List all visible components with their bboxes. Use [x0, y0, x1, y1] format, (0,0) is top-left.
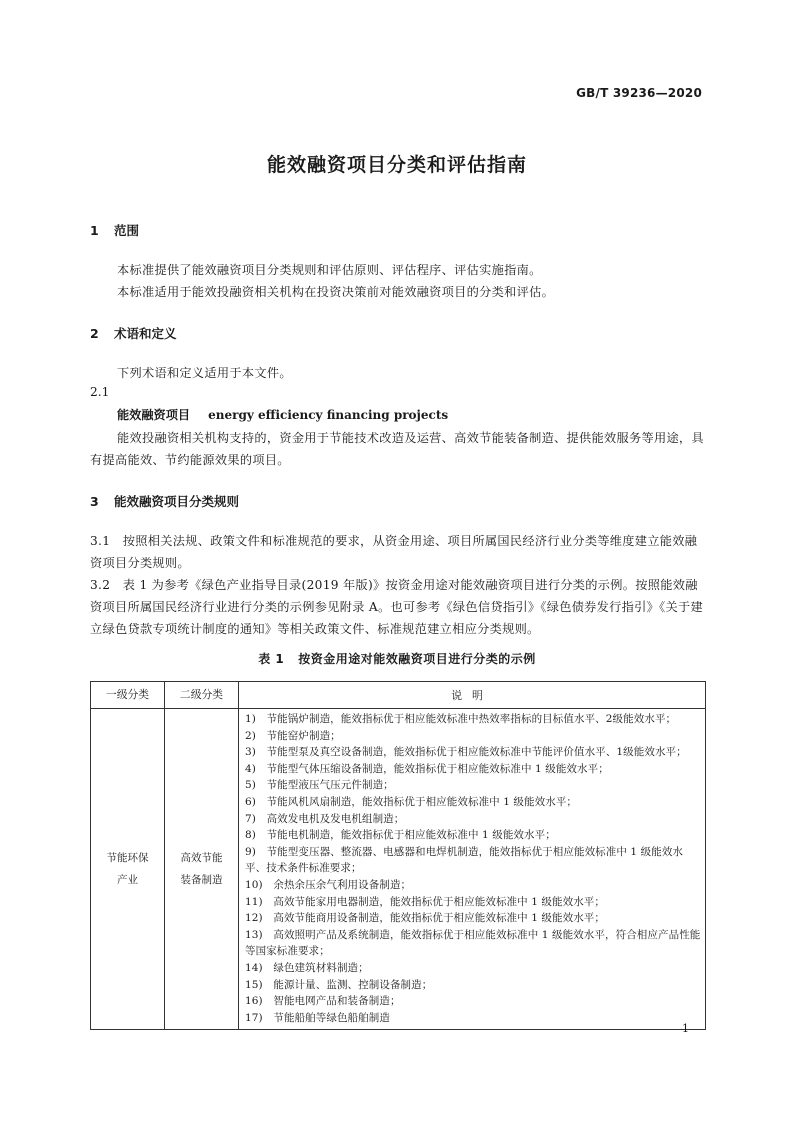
table-caption-text: 按资金用途对能效融资项目进行分类的示例	[298, 652, 536, 666]
list-item: 11) 高效节能家用电器制造，能效指标优于相应能效标准中 1 级能效水平；	[245, 895, 606, 908]
classification-table	[90, 681, 706, 1030]
list-item: 12) 高效节能商用设备制造，能效指标优于相应能效标准中 1 级能效水平；	[245, 912, 606, 925]
clause-3-1	[90, 530, 706, 574]
document-title: 能效融资项目分类和评估指南	[266, 154, 527, 176]
list-item: 17) 节能船舶等绿色船舶制造	[245, 1011, 390, 1024]
standard-number: GB/T 39236—2020	[576, 86, 702, 100]
list-item: 15) 能源计量、监测、控制设备制造；	[245, 978, 433, 991]
section-1-heading	[90, 221, 139, 239]
clause-2-1-number: 2.1	[90, 385, 110, 399]
list-item: 4) 节能型气体压缩设备制造，能效指标优于相应能效标准中 1 级能效水平；	[245, 762, 609, 775]
table-caption-label: 表 1	[258, 652, 285, 666]
section-2-heading	[90, 324, 177, 342]
list-item: 3) 节能型泵及真空设备制造，能效指标优于相应能效标准中节能评价值水平、1级能效水平；	[245, 746, 687, 759]
clause-3-1-number: 3.1	[90, 534, 111, 548]
list-item: 2) 节能窑炉制造；	[245, 729, 341, 742]
clause-3-2-number: 3.2	[90, 578, 111, 592]
list-item: 5) 节能型液压气压元件制造；	[245, 779, 394, 792]
list-item: 6) 节能风机风扇制造，能效指标优于相应能效标准中 1 级能效水平；	[245, 795, 578, 808]
section-3-title: 能效融资项目分类规则	[114, 494, 240, 509]
section-1-number: 1	[90, 223, 99, 238]
list-item: 8) 节能电机制造，能效指标优于相应能效标准中 1 级能效水平；	[245, 829, 556, 842]
section-1-paragraph-2: 本标准适用于能效投融资相关机构在投资决策前对能效融资项目的分类和评估。	[117, 285, 555, 299]
level-1-text: 节能环保产业	[106, 852, 149, 887]
table-caption	[0, 650, 794, 667]
list-item: 13) 高效照明产品及系统制造，能效指标优于相应能效标准中 1 级能效水平，符合相应产品性能等国家标准要求；	[245, 928, 701, 958]
level-2-text: 高效节能装备制造	[180, 852, 223, 887]
clause-3-2-text: 表 1 为参考《绿色产业指导目录(2019 年版)》按资金用途对能效融资项目进行分类的示例。按照能效融资项目所属国民经济行业进行分类的示例参见附录 A。也可参考《绿色信贷指引》《绿色债券发行指引》《关于建立绿色贷款专项统计制度的通知》等相关政策文件、标准规范建立相应分类规则。	[90, 578, 703, 636]
list-item: 10) 余热余压余气利用设备制造；	[245, 878, 412, 891]
section-1-title: 范围	[114, 223, 140, 238]
list-item: 7) 高效发电机及发电机组制造；	[245, 812, 405, 825]
term-entry	[117, 406, 448, 423]
list-item: 1) 节能锅炉制造，能效指标优于相应能效标准中热效率指标的目标值水平、2级能效水平；	[245, 713, 677, 725]
section-3-number: 3	[90, 494, 99, 509]
cell-description	[239, 709, 706, 1030]
page-number: 1	[682, 1022, 689, 1035]
table-header-row	[91, 682, 706, 709]
cell-level-2	[165, 709, 239, 1030]
header-description: 说明	[239, 682, 706, 709]
clause-3-2	[90, 574, 706, 640]
section-3-heading	[90, 492, 239, 510]
section-2-title: 术语和定义	[114, 326, 177, 341]
section-1-paragraph-1: 本标准提供了能效融资项目分类规则和评估原则、评估程序、评估实施指南。	[117, 263, 542, 277]
list-item: 16) 智能电网产品和装备制造；	[245, 995, 401, 1008]
section-2-number: 2	[90, 326, 99, 341]
term-definition: 能效投融资相关机构支持的，资金用于节能技术改造及运营、高效节能装备制造、提供能效服务等用途，具有提高能效、节约能源效果的项目。	[90, 431, 704, 467]
list-item: 9) 节能型变压器、整流器、电感器和电焊机制造，能效指标优于相应能效标准中 1 级能效水平、技术条件标准要求；	[245, 845, 684, 875]
table-row	[91, 709, 706, 1030]
list-item: 14) 绿色建筑材料制造；	[245, 961, 369, 974]
header-level-1: 一级分类	[91, 682, 165, 709]
header-level-2: 二级分类	[165, 682, 239, 709]
cell-level-1	[91, 709, 165, 1030]
section-2-intro: 下列术语和定义适用于本文件。	[117, 366, 292, 380]
term-chinese: 能效融资项目	[117, 408, 191, 422]
clause-3-1-text: 按照相关法规、政策文件和标准规范的要求，从资金用途、项目所属国民经济行业分类等维度建立能效融资项目分类规则。	[90, 534, 698, 570]
term-english: energy efficiency financing projects	[208, 408, 449, 422]
